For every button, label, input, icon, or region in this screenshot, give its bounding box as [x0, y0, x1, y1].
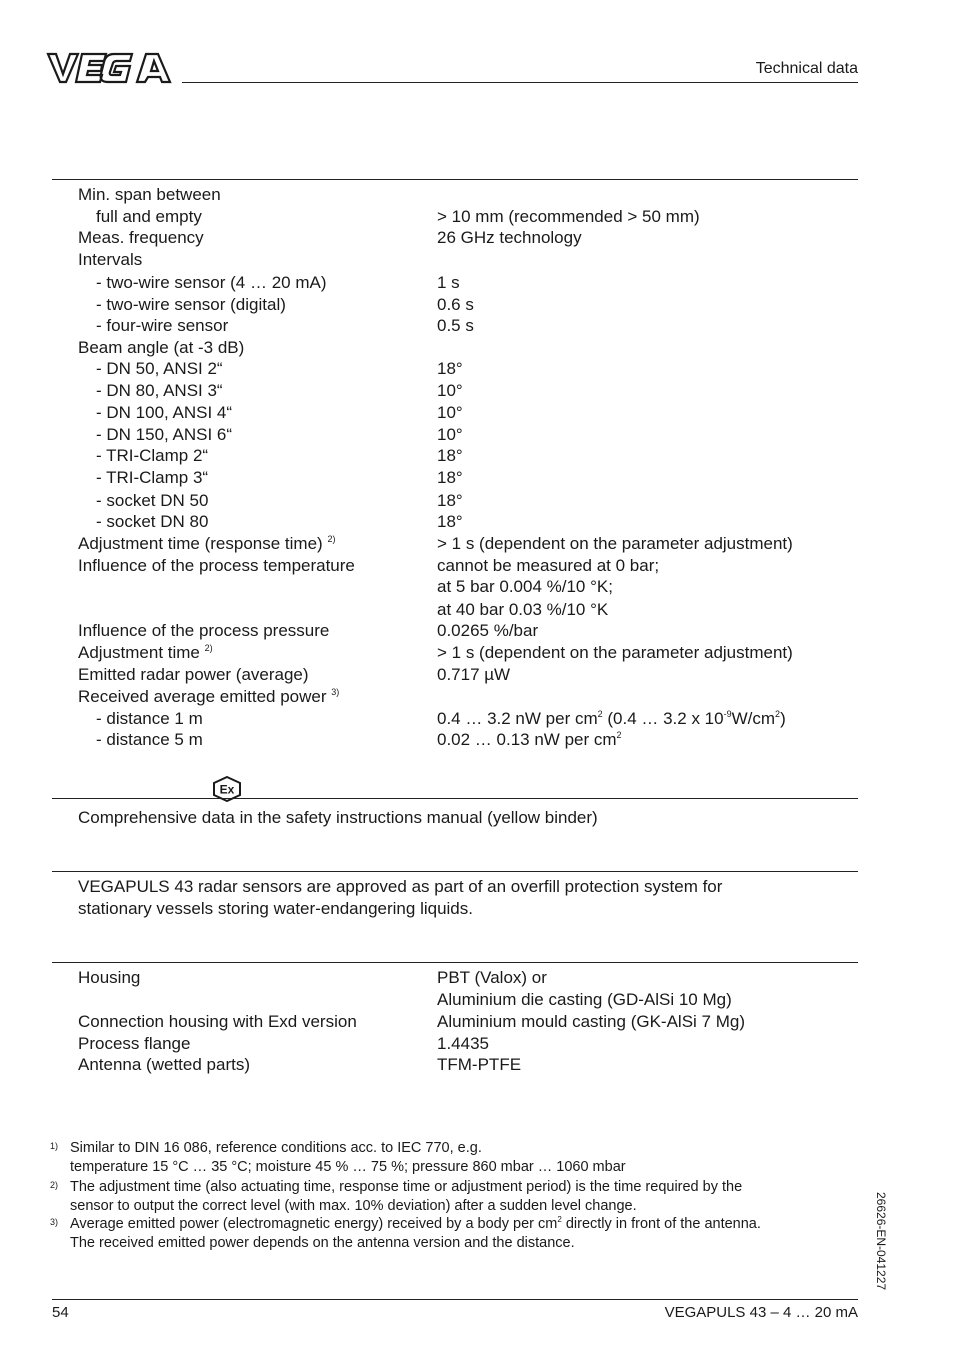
spec-row	[0, 664, 954, 686]
ex-section-text: Comprehensive data in the safety instructions manual (yellow binder)	[78, 808, 598, 827]
spec-value: 0.6 s	[437, 295, 474, 314]
material-row	[0, 1054, 954, 1076]
spec-label	[96, 272, 327, 294]
spec-label	[96, 358, 223, 380]
spec-label	[78, 249, 142, 271]
spec-value: 18°	[437, 512, 463, 531]
spec-label-text: Influence of the process pressure	[78, 621, 330, 640]
footnote-line: temperature 15 °C … 35 °C; moisture 45 % … 75 %; pressure 860 mbar … 1060 mbar	[70, 1159, 626, 1175]
spec-label-text: Influence of the process temperature	[78, 556, 355, 575]
spec-label	[96, 445, 208, 467]
spec-value: > 1 s (dependent on the parameter adjustment)	[437, 643, 793, 662]
spec-row	[0, 686, 954, 708]
spec-row	[0, 555, 954, 577]
spec-label	[78, 533, 335, 555]
spec-label-text: Process flange	[78, 1034, 191, 1053]
spec-row	[0, 358, 954, 380]
spec-row	[0, 533, 954, 555]
footnote-line: The received emitted power depends on the antenna version and the distance.	[70, 1235, 575, 1251]
spec-row	[0, 490, 954, 512]
spec-row	[0, 227, 954, 249]
spec-label-text: - socket DN 50	[96, 491, 209, 510]
spec-label-text: - DN 150, ANSI 6“	[96, 425, 233, 444]
spec-label-text: Antenna (wetted parts)	[78, 1055, 250, 1074]
spec-label	[96, 424, 232, 446]
spec-label-text: - DN 50, ANSI 2“	[96, 359, 223, 378]
spec-value: 1.4435	[437, 1034, 489, 1053]
spec-label-text: - socket DN 80	[96, 512, 209, 531]
footnote-line: sensor to output the correct level (with max. 10% deviation) after a sudden level change.	[70, 1198, 637, 1214]
spec-value: 10°	[437, 381, 463, 400]
footnote-reference: 2)	[204, 643, 213, 653]
section-title: Technical data	[755, 60, 858, 77]
spec-label-text: - TRI-Clamp 3“	[96, 468, 209, 487]
spec-label-text: - distance 1 m	[96, 709, 203, 728]
footnote-line: The adjustment time (also actuating time, response time or adjustment period) is the time required by the	[70, 1179, 743, 1195]
spec-value: Aluminium die casting (GD-AlSi 10 Mg)	[437, 990, 732, 1009]
spec-label-text: Connection housing with Exd version	[78, 1012, 357, 1031]
spec-value: 18°	[437, 359, 463, 378]
spec-value: 26 GHz technology	[437, 228, 582, 247]
spec-label	[78, 967, 140, 989]
footnote-mark: 2)	[50, 1180, 59, 1190]
spec-value: > 1 s (dependent on the parameter adjustment)	[437, 534, 793, 553]
footnote-line: Similar to DIN 16 086, reference conditions acc. to IEC 770, e.g.	[70, 1140, 482, 1156]
spec-label-text: Adjustment time	[78, 643, 200, 662]
spec-value: 1 s	[437, 273, 460, 292]
overfill-section-rule	[52, 871, 858, 872]
footnote-reference: 3)	[331, 687, 340, 697]
spec-row	[0, 294, 954, 316]
footer-rule	[52, 1299, 858, 1300]
spec-label-text: - two-wire sensor (4 … 20 mA)	[96, 273, 327, 292]
spec-label-text: - DN 100, ANSI 4“	[96, 403, 233, 422]
spec-row	[0, 599, 954, 621]
svg-text:Ex: Ex	[219, 782, 235, 797]
spec-row	[0, 184, 954, 206]
spec-label-text: - TRI-Clamp 2“	[96, 446, 209, 465]
header-rule	[182, 82, 858, 83]
spec-label-text: Intervals	[78, 250, 143, 269]
spec-label	[78, 555, 355, 577]
spec-label	[78, 620, 329, 642]
spec-label	[78, 1011, 357, 1033]
spec-row	[0, 315, 954, 337]
spec-value: Aluminium mould casting (GK-AlSi 7 Mg)	[437, 1012, 745, 1031]
spec-row	[0, 402, 954, 424]
spec-label	[96, 490, 208, 512]
product-name: VEGAPULS 43 – 4 … 20 mA	[664, 1304, 858, 1321]
spec-section-rule	[52, 179, 858, 180]
spec-label	[78, 642, 213, 664]
spec-label	[78, 184, 221, 206]
spec-value: > 10 mm (recommended > 50 mm)	[437, 207, 700, 226]
spec-label-text: Housing	[78, 968, 141, 987]
spec-label	[96, 511, 208, 533]
footnote-mark: 1)	[50, 1141, 59, 1151]
spec-label-text: Adjustment time (response time)	[78, 534, 323, 553]
overfill-text-line2: stationary vessels storing water-endangering liquids.	[78, 899, 473, 918]
spec-label	[96, 315, 228, 337]
spec-label-text: - four-wire sensor	[96, 316, 229, 335]
spec-label-text: Beam angle (at -3 dB)	[78, 338, 245, 357]
spec-label-text: Meas. frequency	[78, 228, 204, 247]
spec-label	[96, 380, 223, 402]
spec-row	[0, 576, 954, 598]
spec-label	[78, 686, 339, 708]
spec-value: cannot be measured at 0 bar;	[437, 556, 660, 575]
spec-value: 0.02 … 0.13 nW per $cm^2$	[437, 730, 622, 749]
spec-label	[96, 729, 203, 751]
spec-row	[0, 272, 954, 294]
spec-value: 18°	[437, 446, 463, 465]
spec-value: 0.717 µW	[437, 665, 511, 684]
spec-label-text: - two-wire sensor (digital)	[96, 295, 286, 314]
document-code	[874, 1192, 890, 1300]
spec-label	[78, 1054, 250, 1076]
spec-label-text: full and empty	[96, 207, 202, 226]
material-row	[0, 1011, 954, 1033]
spec-value: at 40 bar 0.03 %/10 °K	[437, 600, 609, 619]
spec-label-text: Received average emitted power	[78, 687, 327, 706]
overfill-text-line1: VEGAPULS 43 radar sensors are approved as part of an overfill protection system for	[78, 877, 723, 896]
footnote-line: Average emitted power (electromagnetic energy) received by a body per $cm^2$ directly in front of the antenna.	[70, 1215, 761, 1232]
spec-label	[96, 708, 203, 730]
material-row	[0, 967, 954, 989]
spec-value: at 5 bar 0.004 %/10 °K;	[437, 577, 613, 596]
ex-section-rule	[52, 798, 858, 799]
spec-label	[96, 294, 286, 316]
spec-label-text: Min. span between	[78, 185, 221, 204]
spec-row	[0, 620, 954, 642]
spec-row	[0, 206, 954, 228]
spec-value: 10°	[437, 425, 463, 444]
spec-row	[0, 337, 954, 359]
material-row	[0, 989, 954, 1011]
spec-label	[78, 664, 309, 686]
page-number: 54	[52, 1304, 69, 1321]
spec-label	[96, 206, 202, 228]
spec-value: 0.4 … 3.2 nW per $cm^2$ (0.4 … 3.2 x $10^{-9}W/cm^2$)	[437, 709, 786, 728]
spec-label-text: Emitted radar power (average)	[78, 665, 309, 684]
spec-label-text: - DN 80, ANSI 3“	[96, 381, 223, 400]
spec-value: PBT (Valox) or	[437, 968, 547, 987]
spec-value: 0.5 s	[437, 316, 474, 335]
spec-label	[96, 467, 208, 489]
footnote-mark: 3)	[50, 1217, 59, 1227]
spec-value: TFM-PTFE	[437, 1055, 522, 1074]
spec-label	[78, 337, 244, 359]
spec-row	[0, 511, 954, 533]
spec-row	[0, 467, 954, 489]
spec-value: 0.0265 %/bar	[437, 621, 539, 640]
document-code-text: 26626-EN-041227	[874, 1192, 888, 1291]
spec-row	[0, 642, 954, 664]
spec-value: 18°	[437, 491, 463, 510]
footnote-reference: 2)	[327, 534, 336, 544]
spec-label-text: - distance 5 m	[96, 730, 203, 749]
vega-logo	[46, 50, 174, 86]
distance-row	[0, 729, 954, 751]
material-row	[0, 1033, 954, 1055]
spec-row	[0, 424, 954, 446]
spec-row	[0, 249, 954, 271]
spec-row	[0, 380, 954, 402]
spec-value: 10°	[437, 403, 463, 422]
spec-label	[78, 1033, 190, 1055]
spec-label	[78, 227, 204, 249]
spec-label	[96, 402, 232, 424]
spec-row	[0, 445, 954, 467]
spec-value: 18°	[437, 468, 463, 487]
materials-section-rule	[52, 962, 858, 963]
distance-row	[0, 708, 954, 730]
